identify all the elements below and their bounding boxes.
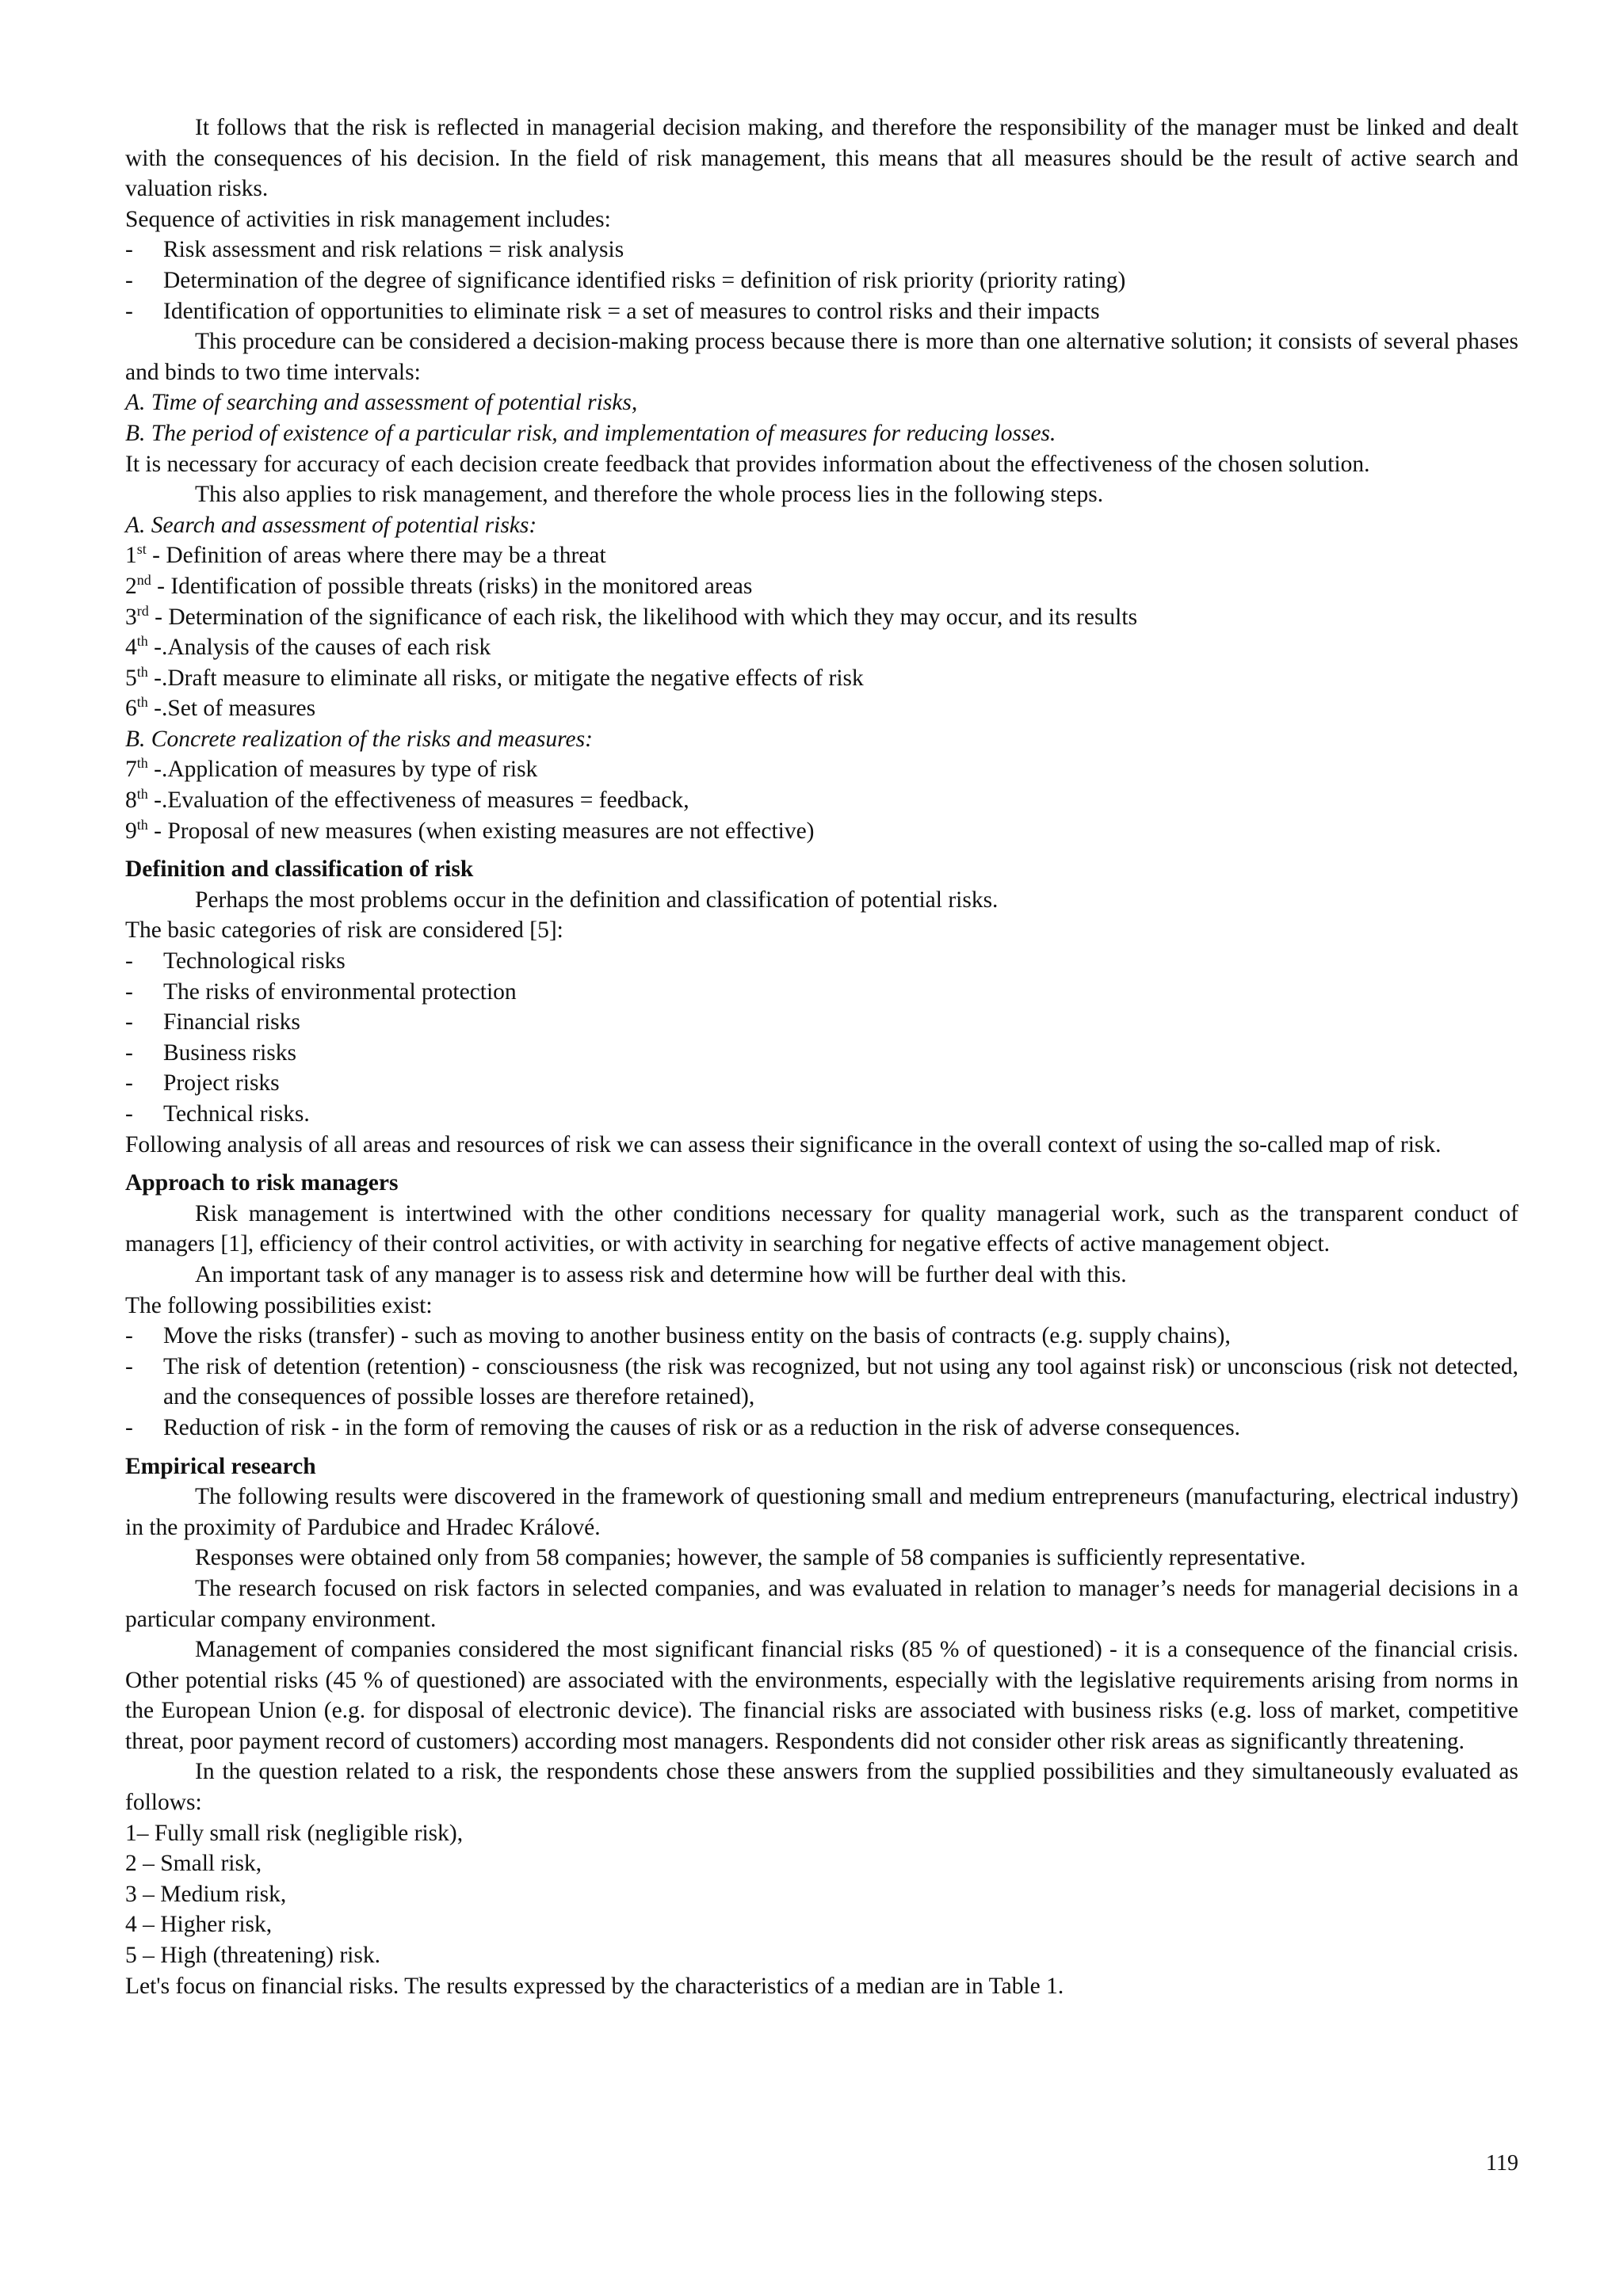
bullet-mark: - [125,1009,133,1035]
step-item [125,602,1518,633]
step-number: 9 [125,818,137,844]
step-item [125,540,1518,571]
step-item [125,785,1518,816]
approach-paragraph-3: The following possibilities exist: [125,1292,433,1318]
step-number: 7 [125,757,137,783]
step-item [125,816,1518,847]
step-text: -.Application of measures by type of risk [147,757,538,783]
empirical-paragraph-1: The following results were discovered in the framework of questioning small and medium entrepreneurs (manufacturing, electrical industry) in the proximity of Pardubice and Hradec Králové. [125,1484,1518,1540]
step-ordinal: th [136,663,148,680]
bullet-mark: - [125,237,133,263]
step-text: -.Draft measure to eliminate all risks, or mitigate the negative effects of risk [147,665,864,691]
list-item-text: Risk assessment and risk relations = risk analysis [163,237,624,263]
page-number: 119 [1486,2151,1518,2176]
step-item [125,663,1518,694]
step-ordinal: th [136,694,148,711]
list-item-text: Project risks [163,1070,280,1097]
step-text: - Determination of the significance of each risk, the likelihood with which they may occur, and its results [148,604,1138,630]
step-number: 2 [125,573,137,599]
list-item-text: The risks of environmental protection [163,978,517,1005]
list-item [125,265,1518,296]
list-item-text: Determination of the degree of significance identified risks = definition of risk priority (priority rating) [163,267,1126,293]
step-ordinal: th [136,633,148,650]
step-ordinal: th [136,816,148,833]
scale-item: 3 – Medium risk, [125,1881,287,1907]
time-interval-b: B. The period of existence of a particular risk, and implementation of measures for reducing losses. [125,420,1056,446]
step-ordinal: rd [136,602,149,619]
list-item-text: Technological risks [163,948,346,974]
section-heading-definition: Definition and classification of risk [125,856,474,883]
intro-paragraph-5: This also applies to risk management, and therefore the whole process lies in the following steps. [195,482,1104,508]
intro-paragraph-4: It is necessary for accuracy of each decision create feedback that provides information about the effectiveness of the chosen solution. [125,451,1370,477]
list-item-text: Financial risks [163,1009,300,1035]
step-text: -.Evaluation of the effectiveness of measures = feedback, [147,788,689,814]
bullet-mark: - [125,1070,133,1097]
bullet-mark: - [125,1353,133,1379]
step-item [125,754,1518,785]
list-item-text: Technical risks. [163,1101,310,1127]
definition-paragraph-1: Perhaps the most problems occur in the definition and classification of potential risks. [195,887,999,913]
step-item [125,693,1518,724]
list-item [125,1068,1518,1099]
step-item [125,632,1518,663]
step-ordinal: th [136,786,148,803]
phase-b-title: B. Concrete realization of the risks and measures: [125,726,593,752]
page-body [125,113,1518,2001]
step-text: -.Set of measures [147,696,316,722]
intro-paragraph-1: It follows that the risk is reflected in managerial decision making, and therefore the responsibility of the manager must be linked and dealt with the consequences of his decision. In the field of risk management, this means that all measures should be the result of active search and valuation risks. [125,115,1518,202]
list-item-text: The risk of detention (retention) - consciousness (the risk was recognized, but not using any tool against risk) or unconscious (risk not detected, and the consequences of possible losses are therefore retained), [163,1353,1518,1410]
step-ordinal: th [136,755,148,772]
section-heading-approach: Approach to risk managers [125,1170,399,1196]
step-number: 5 [125,665,137,691]
bullet-mark: - [125,948,133,974]
list-item [125,235,1518,265]
step-number: 6 [125,696,137,722]
bullet-mark: - [125,1414,133,1440]
step-item [125,571,1518,602]
step-number: 8 [125,788,137,814]
approach-paragraph-2: An important task of any manager is to assess risk and determine how will be further deal with this. [195,1261,1127,1287]
scale-item: 5 – High (threatening) risk. [125,1943,380,1969]
definition-paragraph-3: Following analysis of all areas and resources of risk we can assess their significance in the overall context of using the so-called map of risk. [125,1131,1442,1158]
step-number: 4 [125,635,137,661]
bullet-mark: - [125,1101,133,1127]
scale-item: 4 – Higher risk, [125,1912,273,1938]
empirical-paragraph-5: In the question related to a risk, the respondents chose these answers from the supplied possibilities and they simultaneously evaluated as follows: [125,1759,1518,1816]
scale-item: 1– Fully small risk (negligible risk), [125,1820,464,1846]
step-text: -.Analysis of the causes of each risk [147,635,491,661]
list-item [125,977,1518,1008]
step-text: - Definition of areas where there may be a threat [146,543,606,569]
intro-paragraph-3: This procedure can be considered a decision-making process because there is more than one alternative solution; it consists of several phases and binds to two time intervals: [125,329,1518,385]
step-number: 1 [125,543,137,569]
list-item [125,1099,1518,1130]
list-item [125,296,1518,327]
list-item [125,1007,1518,1038]
list-item-text: Reduction of risk - in the form of removing the causes of risk or as a reduction in the risk of adverse consequences. [163,1414,1241,1440]
empirical-paragraph-4: Management of companies considered the most significant financial risks (85 % of questioned) - it is a consequence of the financial crisis. Other potential risks (45 % of questioned) are associated with the environments, especially with the legislative requirements arising from norms in the European Union (e.g. for disposal of electronic device). The financial risks are associated with business risks (e.g. loss of market, competitive threat, poor payment record of customers) according most managers. Respondents did not consider other risk areas as significantly threatening. [125,1637,1518,1754]
list-item-text: Identification of opportunities to eliminate risk = a set of measures to control risks and their impacts [163,298,1100,324]
list-item [125,1352,1518,1413]
list-item [125,1321,1518,1352]
time-interval-a: A. Time of searching and assessment of potential risks, [125,390,638,416]
bullet-mark: - [125,298,133,324]
step-text: - Proposal of new measures (when existing measures are not effective) [147,818,815,844]
section-heading-empirical: Empirical research [125,1453,316,1479]
step-ordinal: st [136,541,147,558]
list-item [125,1038,1518,1069]
step-ordinal: nd [136,571,151,588]
empirical-paragraph-2: Responses were obtained only from 58 companies; however, the sample of 58 companies is sufficiently representative. [195,1545,1306,1571]
bullet-mark: - [125,1039,133,1066]
phase-a-title: A. Search and assessment of potential risks: [125,512,537,538]
bullet-mark: - [125,1323,133,1349]
approach-paragraph-1: Risk management is intertwined with the other conditions necessary for quality managerial work, such as the transparent conduct of managers [1], efficiency of their control activities, or with activity in searching for negative effects of active management object. [125,1200,1518,1257]
list-item-text: Business risks [163,1039,297,1066]
definition-paragraph-2: The basic categories of risk are considered [5]: [125,917,563,944]
scale-item: 2 – Small risk, [125,1851,262,1877]
bullet-mark: - [125,267,133,293]
list-item-text: Move the risks (transfer) - such as moving to another business entity on the basis of contracts (e.g. supply chains), [163,1323,1231,1349]
empirical-paragraph-6: Let's focus on financial risks. The results expressed by the characteristics of a median are in Table 1. [125,1973,1064,1999]
step-text: - Identification of possible threats (risks) in the monitored areas [151,573,753,599]
list-item [125,1413,1518,1444]
list-item [125,946,1518,977]
intro-paragraph-2: Sequence of activities in risk management includes: [125,206,611,232]
empirical-paragraph-3: The research focused on risk factors in selected companies, and was evaluated in relation to manager’s needs for managerial decisions in a particular company environment. [125,1575,1518,1632]
step-number: 3 [125,604,137,630]
bullet-mark: - [125,978,133,1005]
